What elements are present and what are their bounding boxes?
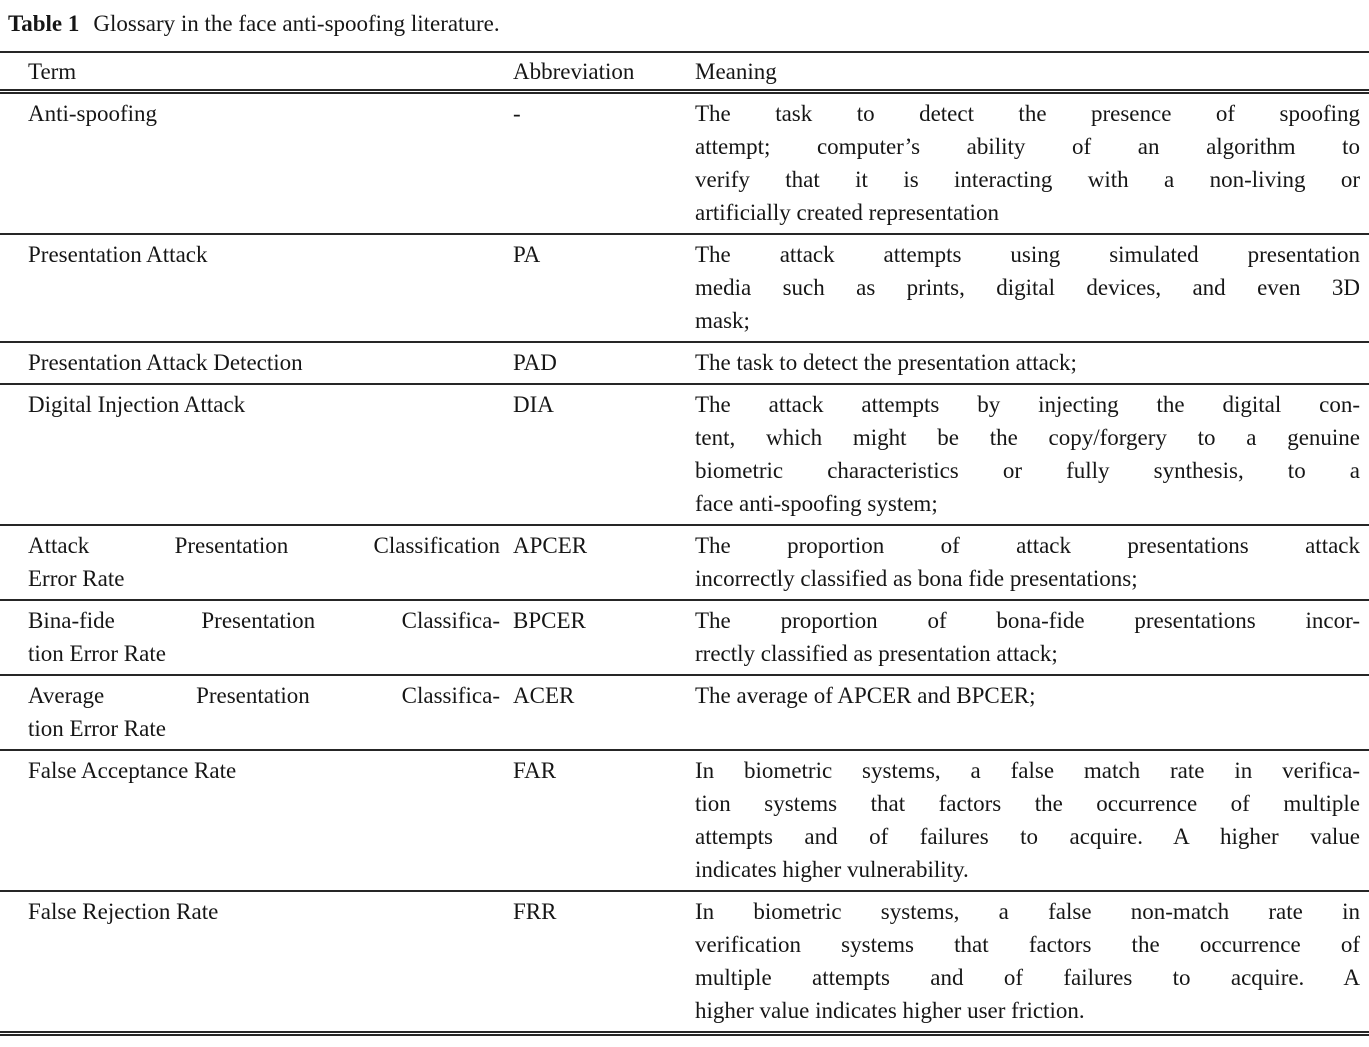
text-line: Anti-spoofing <box>28 101 158 126</box>
meaning-cell <box>695 601 1360 674</box>
header-abbreviation: Abbreviation <box>513 59 635 84</box>
term-cell <box>28 892 513 1031</box>
text-line: rrectly classified as presentation attack; <box>695 641 1058 666</box>
term-cell <box>28 601 513 674</box>
meaning-cell <box>695 343 1360 383</box>
text-line: Presentation Attack <box>28 242 208 267</box>
text-line: The average of APCER and BPCER; <box>695 683 1036 708</box>
text-line: indicates higher vulnerability. <box>695 857 969 882</box>
table-header-row <box>0 53 1369 89</box>
term-cell <box>28 343 513 383</box>
table-bottom-rule <box>0 1031 1369 1036</box>
text-line: False Rejection Rate <box>28 899 219 924</box>
header-term: Term <box>28 59 77 84</box>
table-body <box>0 94 1369 1031</box>
abbreviation-cell: APCER <box>513 533 588 558</box>
term-cell <box>28 676 513 749</box>
abbreviation-cell: BPCER <box>513 608 586 633</box>
text-line: The proportion of bona-fide presentations incor- <box>695 608 1360 633</box>
text-line: tion systems that factors the occurrence of multiple <box>695 791 1360 816</box>
text-line: biometric characteristics or fully synthesis, to a <box>695 458 1360 483</box>
text-line: media such as prints, digital devices, and even 3D <box>695 275 1360 300</box>
table-caption-text: Glossary in the face anti-spoofing literature. <box>93 11 500 36</box>
abbreviation-cell: FRR <box>513 899 557 924</box>
text-line: Attack Presentation Classification <box>28 533 500 558</box>
text-line: face anti-spoofing system; <box>695 491 938 516</box>
table-row <box>0 890 1369 1031</box>
text-line: The task to detect the presence of spoofing <box>695 101 1360 126</box>
header-meaning: Meaning <box>695 59 777 84</box>
text-line: In biometric systems, a false match rate in verifica- <box>695 758 1360 783</box>
text-line: False Acceptance Rate <box>28 758 237 783</box>
abbreviation-cell: FAR <box>513 758 557 783</box>
table-row <box>0 94 1369 233</box>
text-line: The attack attempts by injecting the digital con- <box>695 392 1360 417</box>
text-line: mask; <box>695 308 750 333</box>
text-line: Average Presentation Classifica- <box>28 683 500 708</box>
abbreviation-cell: PA <box>513 242 541 267</box>
table-row <box>0 233 1369 341</box>
term-cell <box>28 751 513 890</box>
term-cell <box>28 526 513 599</box>
table-row <box>0 599 1369 674</box>
table-row <box>0 674 1369 749</box>
text-line: multiple attempts and of failures to acquire. A <box>695 965 1360 990</box>
abbreviation-cell: ACER <box>513 683 575 708</box>
text-line: incorrectly classified as bona fide presentations; <box>695 566 1138 591</box>
abbreviation-cell: PAD <box>513 350 557 375</box>
table-row <box>0 524 1369 599</box>
table-caption <box>0 0 1369 37</box>
text-line: artificially created representation <box>695 200 999 225</box>
text-line: verify that it is interacting with a non-living or <box>695 167 1360 192</box>
text-line: The attack attempts using simulated presentation <box>695 242 1360 267</box>
meaning-cell <box>695 94 1360 233</box>
text-line: tion Error Rate <box>28 641 166 666</box>
abbreviation-cell: - <box>513 101 521 126</box>
term-cell <box>28 385 513 524</box>
text-line: tent, which might be the copy/forgery to a genuine <box>695 425 1360 450</box>
text-line: Presentation Attack Detection <box>28 350 303 375</box>
table-row <box>0 749 1369 890</box>
text-line: verification systems that factors the occurrence of <box>695 932 1360 957</box>
text-line: Bina-fide Presentation Classifica- <box>28 608 500 633</box>
meaning-cell <box>695 892 1360 1031</box>
meaning-cell <box>695 235 1360 341</box>
table-caption-label: Table 1 <box>8 11 80 36</box>
text-line: tion Error Rate <box>28 716 166 741</box>
table-row <box>0 341 1369 383</box>
abbreviation-cell: DIA <box>513 392 554 417</box>
meaning-cell <box>695 526 1360 599</box>
text-line: attempts and of failures to acquire. A higher value <box>695 824 1360 849</box>
meaning-cell <box>695 676 1360 749</box>
meaning-cell <box>695 385 1360 524</box>
term-cell <box>28 94 513 233</box>
text-line: The proportion of attack presentations attack <box>695 533 1360 558</box>
text-line: attempt; computer’s ability of an algorithm to <box>695 134 1360 159</box>
text-line: In biometric systems, a false non-match rate in <box>695 899 1360 924</box>
term-cell <box>28 235 513 341</box>
table-row <box>0 383 1369 524</box>
text-line: Error Rate <box>28 566 125 591</box>
text-line: higher value indicates higher user friction. <box>695 998 1085 1023</box>
text-line: The task to detect the presentation attack; <box>695 350 1077 375</box>
meaning-cell <box>695 751 1360 890</box>
text-line: Digital Injection Attack <box>28 392 246 417</box>
